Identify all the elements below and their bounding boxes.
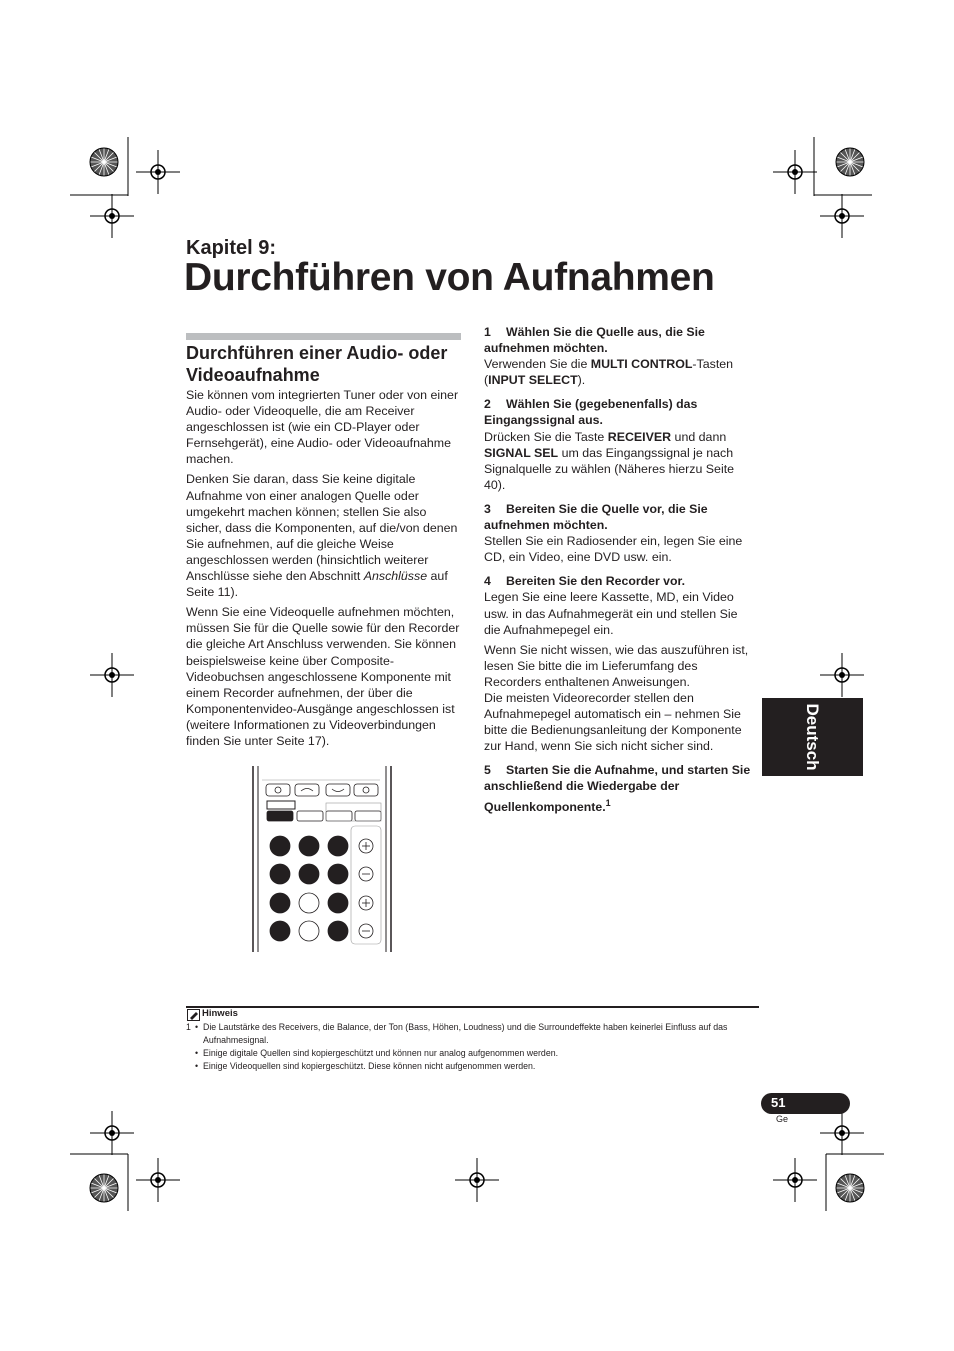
note-item: • Einige digitale Quellen sind kopiergeschützt und können nur analog aufgenommen werden.	[186, 1047, 761, 1060]
step-text: Die meisten Videorecorder stellen den Aufnahmepegel automatisch ein – nehmen Sie bitte die Bedienungsanleitung der Komponente zur Hand, wenn Sie sich nicht sicher sind.	[484, 690, 742, 754]
key-name: RECEIVER	[607, 429, 672, 444]
remote-control-illustration	[250, 766, 396, 952]
step-3	[484, 501, 756, 565]
page-language-code: Ge	[776, 1114, 789, 1124]
paragraph: Wenn Sie eine Videoquelle aufnehmen möchten, müssen Sie für die Quelle sowie für den Recorder die gleiche Art Anschluss verwenden. Sie können beispielsweise keine über Composite-Videobuchsen angeschlossene Komponente mit einem Recorder aufnehmen, der über die Komponentenvideo-Ausgänge angeschlossen ist (weitere Informationen zu Videoverbindungen finden Sie unter Seite 17).	[186, 605, 460, 748]
step-text: Stellen Sie ein Radiosender ein, legen Sie eine CD, ein Video, eine DVD usw. ein.	[484, 534, 743, 565]
page-number: 51	[771, 1095, 786, 1110]
note-divider	[186, 1006, 759, 1008]
footnote-number: 1	[186, 1022, 191, 1032]
step-heading: Starten Sie die Aufnahme, und starten Sie anschließend die Wiedergabe der Quellenkomponente.	[484, 763, 751, 814]
paragraph: Sie können vom integrierten Tuner oder von einer Audio- oder Videoquelle, die am Receiver angeschlossen ist (wie ein CD-Player oder Fernsehgerät), eine Audio- oder Videoaufnahme machen.	[186, 388, 459, 467]
step-heading: Wählen Sie (gegebenenfalls) das Eingangssignal aus.	[484, 397, 698, 428]
note-item: 1 • Die Lautstärke des Receivers, die Balance, der Ton (Bass, Höhen, Loudness) und die Surroundeffekte haben keinerlei Einfluss auf das Aufnahmesignal.	[186, 1021, 761, 1047]
step-number: 5	[484, 763, 491, 778]
chapter-label: Kapitel 9:	[186, 237, 277, 259]
step-number: 2	[484, 397, 491, 412]
step-1: 1 Wählen Sie die Quelle aus, die Sie aufnehmen möchten. Verwenden Sie die MULTI CONTROL-Tasten (INPUT SELECT).	[484, 325, 734, 388]
step-number: 4	[484, 574, 491, 589]
section-heading: Durchführen einer Audio- oder Videoaufnahme	[186, 343, 448, 385]
page-title: Durchführen von Aufnahmen	[184, 256, 715, 299]
note-icon	[187, 1009, 200, 1021]
step-number: 1	[484, 325, 491, 339]
left-column	[186, 387, 461, 753]
key-name: SIGNAL SEL	[484, 445, 559, 460]
note-item: • Einige Videoquellen sind kopiergeschützt. Diese können nicht aufgenommen werden.	[186, 1060, 761, 1073]
paragraph: Denken Sie daran, dass Sie keine digitale Aufnahme von einer analogen Quelle oder umgekehrt machen können; stellen Sie also sicher, dass die Komponenten, auf die/von denen Sie aufnehmen, auf die gleiche Weise angeschlossen werden (hinsichtlich weiterer Anschlüsse siehe den Abschnitt Anschlüsse auf Seite 11).	[186, 472, 458, 600]
step-heading: Wählen Sie die Quelle aus, die Sie aufnehmen möchten.	[484, 325, 705, 356]
step-number: 3	[484, 501, 491, 516]
right-column	[484, 324, 756, 815]
step-heading: Bereiten Sie den Recorder vor.	[506, 574, 686, 589]
note-list	[186, 1021, 761, 1073]
language-tab	[762, 698, 863, 776]
section-divider	[186, 333, 461, 340]
step-heading: Bereiten Sie die Quelle vor, die Sie aufnehmen möchten.	[484, 501, 708, 533]
step-text: Legen Sie eine leere Kassette, MD, ein Video usw. in das Aufnahmegerät ein und stellen Sie die Aufnahmepegel ein.	[484, 590, 738, 637]
note-title: Hinweis	[202, 1008, 238, 1019]
link-reference: Anschlüsse	[363, 569, 428, 584]
step-5	[484, 762, 756, 814]
step-4	[484, 573, 756, 754]
key-name: MULTI CONTROL	[590, 357, 693, 372]
language-tab-label: Deutsch	[803, 703, 822, 771]
key-name: INPUT SELECT	[488, 373, 578, 388]
step-2: 2 Wählen Sie (gegebenenfalls) das Eingangssignal aus. Drücken Sie die Taste RECEIVER und dann SIGNAL SEL um das Eingangssignal je nach Signalquelle zu wählen (Näheres hierzu Seite 40).	[484, 397, 735, 492]
step-text: Wenn Sie nicht wissen, wie das auszuführen ist, lesen Sie bitte die im Lieferumfang des Recorders enthaltenen Anweisungen.	[484, 642, 749, 689]
footnote-ref: 1	[605, 797, 611, 808]
